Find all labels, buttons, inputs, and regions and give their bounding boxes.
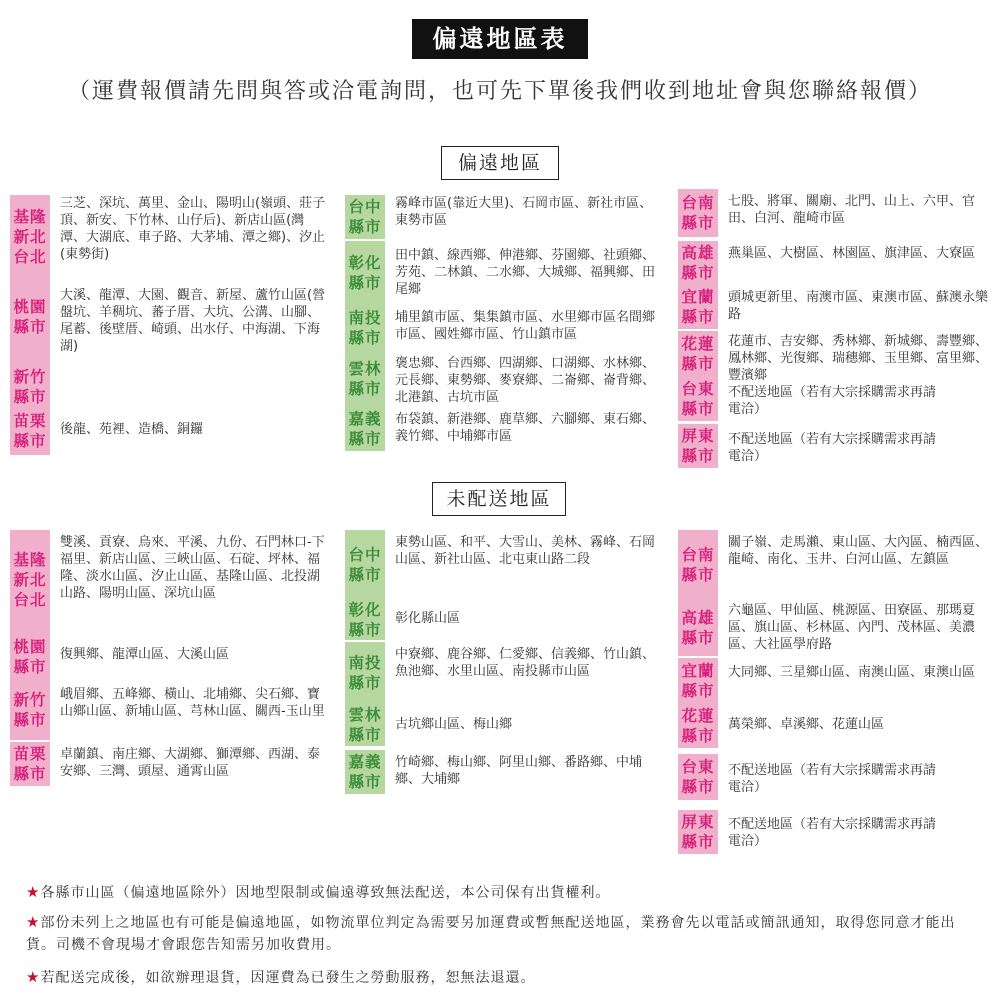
region-label: 台東縣市 xyxy=(678,754,718,800)
region-text: 復興鄉、龍潭山區、大溪山區 xyxy=(60,647,230,662)
region-label: 高雄縣市 xyxy=(678,241,718,285)
region-label: 彰化縣市 xyxy=(345,600,385,640)
region-text: 大同鄉、三星鄉山區、南澳山區、東澳山區 xyxy=(728,665,976,680)
region-text: 燕巢區、大樹區、林園區、旗津區、大寮區 xyxy=(728,246,976,261)
region-text: 雙溪、貢寮、烏來、平溪、九份、石門林口-下福里、新店山區、三峽山區、石碇、坪林、福隆、淡水山區、汐止山區、基隆山區、北投湖山路、陽明山區、深坑山區 xyxy=(60,535,325,601)
region-text: 褒忠鄉、台西鄉、四湖鄉、口湖鄉、水林鄉、元長鄉、東勢鄉、麥寮鄉、二崙鄉、崙背鄉、北港鎮、古坑市區 xyxy=(395,356,656,405)
region-text: 三芝、深坑、萬里、金山、陽明山(嶺頭、莊子頂、新安、下竹林、山仔后)、新店山區(灣潭、大湖底、車子路、大茅埔、潭之鄉)、汐止(東勢街) xyxy=(60,196,326,262)
region-label: 嘉義縣市 xyxy=(345,407,385,451)
region-label: 基隆新北台北 xyxy=(10,530,50,634)
region-text: 花蓮市、吉安鄉、秀林鄉、新城鄉、壽豐鄉、鳳林鄉、光復鄉、瑞穗鄉、玉里鄉、富里鄉、豐濱鄉 xyxy=(728,334,989,383)
region-text: 後龍、苑裡、造橋、銅鑼 xyxy=(60,422,204,437)
region-label: 南投縣市 xyxy=(345,642,385,704)
region-text: 竹崎鄉、梅山鄉、阿里山鄉、番路鄉、中埔鄉、大埔鄉 xyxy=(395,755,643,787)
region-label: 宜蘭縣市 xyxy=(678,285,718,329)
region-label: 苗栗縣市 xyxy=(10,407,50,455)
region-text: 東勢山區、和平、大雪山、美林、霧峰、石岡山區、新社山區、北屯東山路二段 xyxy=(395,535,656,567)
region-text: 埔里鎮市區、集集鎮市區、水里鄉市區名間鄉市區、國姓鄉市區、竹山鎮市區 xyxy=(395,310,656,342)
region-label: 雲林縣市 xyxy=(345,351,385,407)
remote-section-label: 偏遠地區 xyxy=(441,146,559,180)
region-text: 不配送地區（若有大宗採購需求再請電洽） xyxy=(728,432,937,464)
region-text: 不配送地區（若有大宗採購需求再請電洽） xyxy=(728,763,937,795)
region-text: 峨眉鄉、五峰鄉、橫山、北埔鄉、尖石鄉、寶山鄉山區、新埔山區、芎林山區、關西-玉山里 xyxy=(60,687,325,719)
region-label: 彰化縣市 xyxy=(345,241,385,305)
region-label: 花蓮縣市 xyxy=(678,331,718,377)
region-text: 萬榮鄉、卓溪鄉、花蓮山區 xyxy=(728,717,885,732)
region-label: 高雄縣市 xyxy=(678,600,718,656)
region-text: 田中鎮、線西鄉、伸港鄉、芬園鄉、社頭鄉、芳苑、二林鎮、二水鄉、大城鄉、福興鄉、田尾鄉 xyxy=(395,248,656,297)
region-label: 屏東縣市 xyxy=(678,424,718,468)
region-text: 六龜區、甲仙區、桃源區、田寮區、那瑪夏區、旗山區、杉林區、內門、茂林區、美濃區、大社區學府路 xyxy=(728,603,976,652)
note-item: ★部份未列上之地區也有可能是偏遠地區，如物流單位判定為需要另加運費或暫無配送地區，業務會先以電話或簡訊通知，取得您同意才能出貨。司機不會現場才會跟您告知需另加收費用。 xyxy=(26,913,956,953)
region-label: 南投縣市 xyxy=(345,305,385,351)
region-label: 桃園縣市 xyxy=(10,634,50,680)
region-text: 卓蘭鎮、南庄鄉、大湖鄉、獅潭鄉、西湖、泰安鄉、三灣、頭屋、通霄山區 xyxy=(60,747,321,779)
region-label: 桃園縣市 xyxy=(10,287,50,347)
star-icon: ★ xyxy=(26,913,41,931)
region-text: 不配送地區（若有大宗採購需求再請電洽） xyxy=(728,817,937,849)
region-label: 台東縣市 xyxy=(678,377,718,421)
region-label: 新竹縣市 xyxy=(10,347,50,407)
region-text: 古坑鄉山區、梅山鄉 xyxy=(395,717,513,732)
region-label: 基隆新北台北 xyxy=(10,195,50,287)
star-icon: ★ xyxy=(26,883,41,901)
page-title: 偏遠地區表 xyxy=(412,19,588,59)
region-label: 雲林縣市 xyxy=(345,704,385,746)
region-text: 中寮鄉、鹿谷鄉、仁愛鄉、信義鄉、竹山鎮、魚池鄉、水里山區、南投縣市山區 xyxy=(395,647,656,679)
region-label: 屏東縣市 xyxy=(678,810,718,854)
page-subtitle: （運費報價請先問與答或洽電詢問，也可先下單後我們收到地址會與您聯絡報價） xyxy=(67,79,932,104)
region-label: 台南縣市 xyxy=(678,189,718,237)
region-text: 霧峰市區(靠近大里)、石岡市區、新社市區、東勢市區 xyxy=(395,196,653,228)
region-label: 宜蘭縣市 xyxy=(678,658,718,704)
region-label: 嘉義縣市 xyxy=(345,750,385,794)
region-label: 新竹縣市 xyxy=(10,680,50,740)
region-text: 不配送地區（若有大宗採購需求再請電洽） xyxy=(728,385,937,417)
region-label: 花蓮縣市 xyxy=(678,704,718,748)
region-text: 七股、將軍、關廟、北門、山上、六甲、官田、白河、龍崎市區 xyxy=(728,194,976,226)
region-text: 頭城更新里、南澳市區、東澳市區、蘇澳永樂路 xyxy=(728,290,989,322)
region-text: 大溪、龍潭、大園、觀音、新屋、蘆竹山區(營盤坑、羊稠坑、蕃子厝、大坑、公溝、山腳、尾蓄、後壁厝、崎頭、出水仔、中海湖、下海湖) xyxy=(60,288,326,354)
note-item: ★若配送完成後，如欲辦理退貨，因運費為已發生之勞動服務，恕無法退還。 xyxy=(26,968,536,986)
region-text: 彰化縣山區 xyxy=(395,611,461,626)
region-label: 台南縣市 xyxy=(678,530,718,600)
nodelivery-section-label: 未配送地區 xyxy=(432,482,566,516)
region-text: 布袋鎮、新港鄉、鹿草鄉、六腳鄉、東石鄉、義竹鄉、中埔鄉市區 xyxy=(395,412,656,444)
region-label: 苗栗縣市 xyxy=(10,742,50,786)
note-item: ★各縣市山區（偏遠地區除外）因地型限制或偏遠導致無法配送，本公司保有出貨權利。 xyxy=(26,883,611,901)
region-label: 台中縣市 xyxy=(345,195,385,239)
region-label: 台中縣市 xyxy=(345,530,385,600)
star-icon: ★ xyxy=(26,968,41,986)
region-text: 關子嶺、走馬瀨、東山區、大內區、楠西區、龍崎、南化、玉井、白河山區、左鎮區 xyxy=(728,535,989,567)
